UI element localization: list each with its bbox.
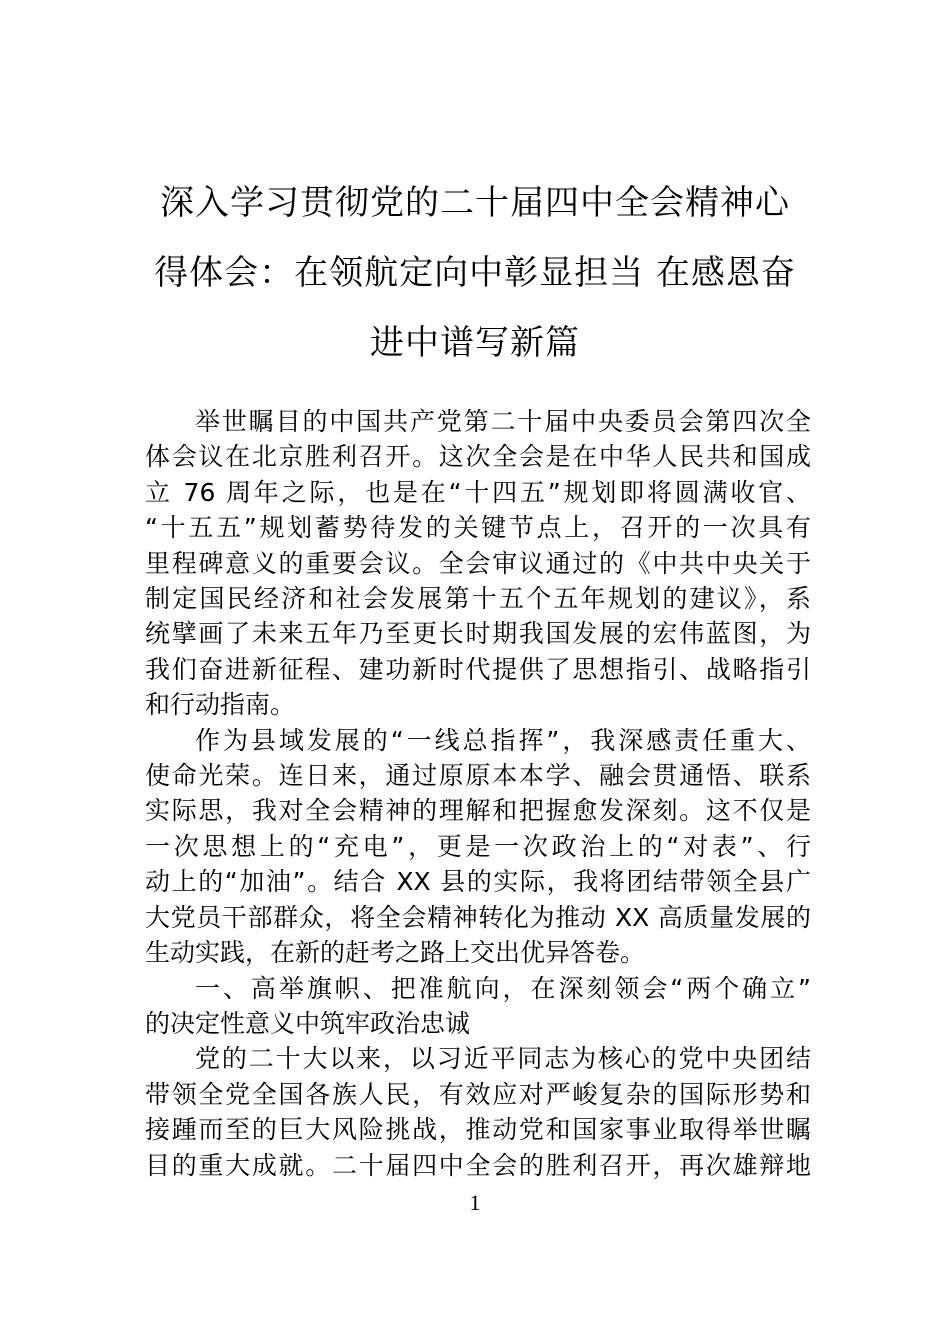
paragraph-line: 制定国民经济和社会发展第十五个五年规划的建议》，系 — [145, 584, 811, 614]
paragraph-line: 使命光荣。连日来，通过原原本本学、融会贯通悟、联系 — [145, 761, 811, 791]
paragraph-line: 大党员干部群众，将全会精神转化为推动 XX 高质量发展的 — [145, 902, 811, 932]
paragraph-line: 我们奋进新征程、建功新时代提供了思想指引、战略指引 — [145, 654, 811, 684]
paragraph-line: 体会议在北京胜利召开。这次全会是在中华人民共和国成 — [145, 442, 811, 472]
paragraph-line: 一、高举旗帜、把准航向，在深刻领会“两个确立” — [195, 973, 811, 1003]
paragraph-line: 和行动指南。 — [145, 690, 296, 720]
paragraph-line: 实际思，我对全会精神的理解和把握愈发深刻。这不仅是 — [145, 796, 811, 826]
document-body — [145, 404, 811, 1183]
paragraph-line: 立 76 周年之际，也是在“十四五”规划即将圆满收官、 — [145, 477, 811, 507]
paragraph-line: 一次思想上的“充电”，更是一次政治上的“对表”、行 — [145, 831, 811, 861]
title-line: 进中谱写新篇 — [370, 323, 580, 363]
title-line: 得体会：在领航定向中彰显担当 在感恩奋 — [154, 253, 796, 293]
paragraph-line: 党的二十大以来，以习近平同志为核心的党中央团结 — [195, 1044, 811, 1074]
document-title — [140, 168, 810, 378]
paragraph-line: 接踵而至的巨大风险挑战，推动党和国家事业取得举世瞩 — [145, 1115, 811, 1145]
paragraph-line: 统擘画了未来五年乃至更长时期我国发展的宏伟蓝图，为 — [145, 619, 811, 649]
page-number: 1 — [469, 1190, 481, 1215]
paragraph-line: 目的重大成就。二十届四中全会的胜利召开，再次雄辩地 — [145, 1150, 811, 1180]
paragraph-intro — [145, 404, 811, 723]
title-line: 深入学习贯彻党的二十届四中全会精神心 — [160, 183, 790, 223]
paragraph-line: 动上的“加油”。结合 XX 县的实际，我将团结带领全县广 — [145, 867, 811, 897]
section-heading-1 — [145, 971, 811, 1042]
paragraph-line: 作为县域发展的“一线总指挥”，我深感责任重大、 — [195, 725, 811, 755]
paragraph-line: 生动实践，在新的赶考之路上交出优异答卷。 — [145, 938, 646, 968]
paragraph-line: 的决定性意义中筑牢政治忠诚 — [145, 1008, 471, 1038]
paragraph-role — [145, 723, 811, 971]
paragraph-line: 举世瞩目的中国共产党第二十届中央委员会第四次全 — [195, 407, 811, 436]
paragraph-line: 里程碑意义的重要会议。全会审议通过的《中共中央关于 — [145, 548, 811, 578]
paragraph-line: 带领全党全国各族人民，有效应对严峻复杂的国际形势和 — [145, 1079, 811, 1109]
paragraph-section-1 — [145, 1041, 811, 1183]
paragraph-line: “十五五”规划蓄势待发的关键节点上，召开的一次具有 — [145, 513, 811, 543]
